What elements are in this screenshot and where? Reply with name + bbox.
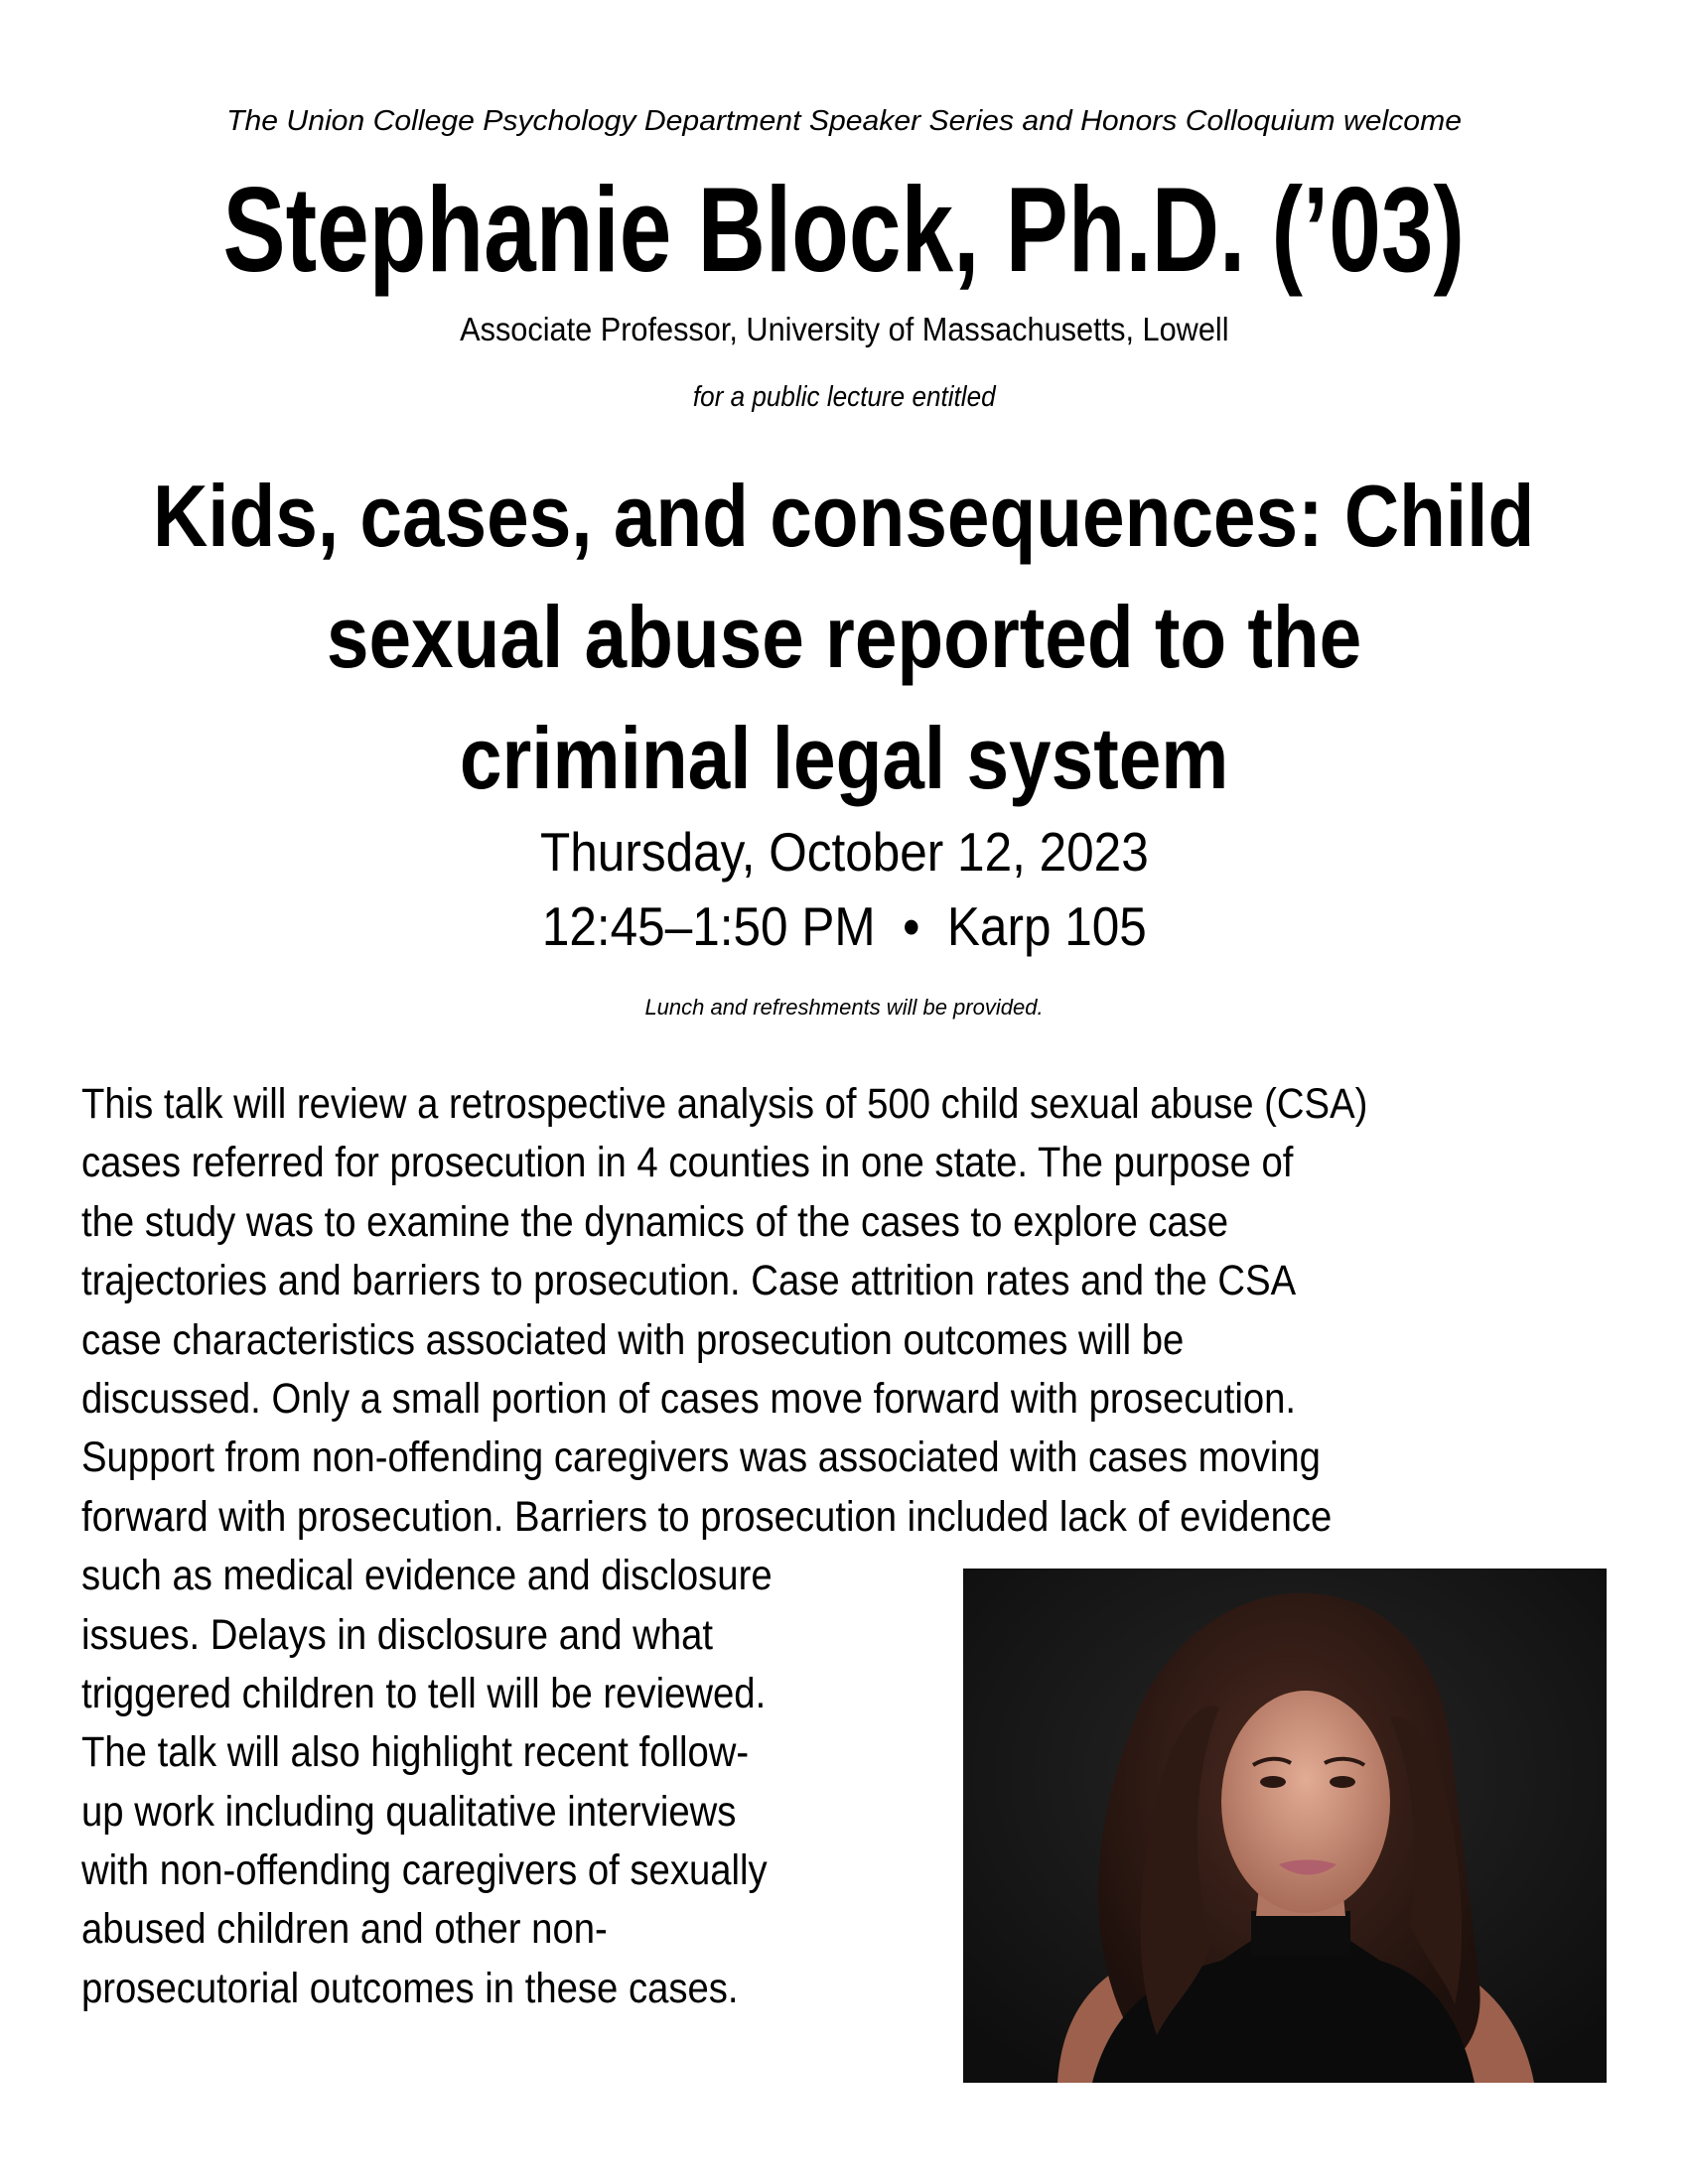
abstract-line: the study was to examine the dynamics of the cases to explore case (81, 1197, 1229, 1246)
refreshments-note-text: Lunch and refreshments will be provided. (644, 995, 1044, 1020)
abstract-line: issues. Delays in disclosure and what (81, 1610, 714, 1659)
abstract-line: triggered children to tell will be reviewed. (81, 1669, 767, 1717)
abstract-line: such as medical evidence and disclosure (81, 1552, 773, 1600)
talk-title-line-1 (0, 469, 1688, 565)
abstract-line: abused children and other non- (81, 1905, 608, 1954)
abstract-line: prosecutorial outcomes in these cases. (81, 1964, 739, 2012)
abstract-line: forward with prosecution. Barriers to prosecution included lack of evidence (81, 1492, 1333, 1541)
abstract-line: trajectories and barriers to prosecution. Case attrition rates and the CSA (81, 1257, 1297, 1305)
talk-title-line-2 (0, 590, 1688, 686)
abstract-line: Support from non-offending caregivers was associated with cases moving (81, 1433, 1321, 1482)
refreshments-note (0, 995, 1688, 1021)
talk-title-text: sexual abuse reported to the (326, 588, 1362, 686)
talk-title-line-3 (0, 711, 1688, 807)
abstract-line: case characteristics associated with prosecution outcomes will be (81, 1315, 1185, 1364)
abstract-line: with non-offending caregivers of sexually (81, 1846, 768, 1895)
abstract-line: This talk will review a retrospective analysis of 500 child sexual abuse (CSA) (81, 1080, 1368, 1128)
speaker-affiliation (0, 311, 1688, 348)
event-date-text: Thursday, October 12, 2023 (539, 821, 1149, 883)
series-intro (0, 105, 1688, 138)
abstract-line: up work including qualitative interviews (81, 1787, 737, 1836)
lecture-intro (0, 381, 1688, 414)
series-intro-text: The Union College Psychology Department Speaker Series and Honors Colloquium welcome (226, 105, 1462, 137)
event-time-location-text: 12:45–1:50 PM • Karp 105 (541, 895, 1147, 957)
abstract-line: The talk will also highlight recent follow- (81, 1728, 750, 1777)
speaker-name (0, 163, 1688, 296)
talk-title-text: Kids, cases, and consequences: Child (153, 467, 1535, 565)
event-time-location (0, 894, 1688, 958)
speaker-name-text: Stephanie Block, Ph.D. (’03) (222, 162, 1466, 297)
abstract-line: discussed. Only a small portion of cases move forward with prosecution. (81, 1374, 1297, 1423)
portrait-illustration (963, 1569, 1607, 2083)
event-date (0, 820, 1688, 884)
speaker-photo (963, 1569, 1607, 2083)
abstract-line: cases referred for prosecution in 4 counties in one state. The purpose of (81, 1139, 1294, 1187)
talk-title-text: criminal legal system (459, 709, 1229, 807)
lecture-intro-text: for a public lecture entitled (692, 381, 996, 413)
speaker-affiliation-text: Associate Professor, University of Massachusetts, Lowell (459, 311, 1229, 347)
